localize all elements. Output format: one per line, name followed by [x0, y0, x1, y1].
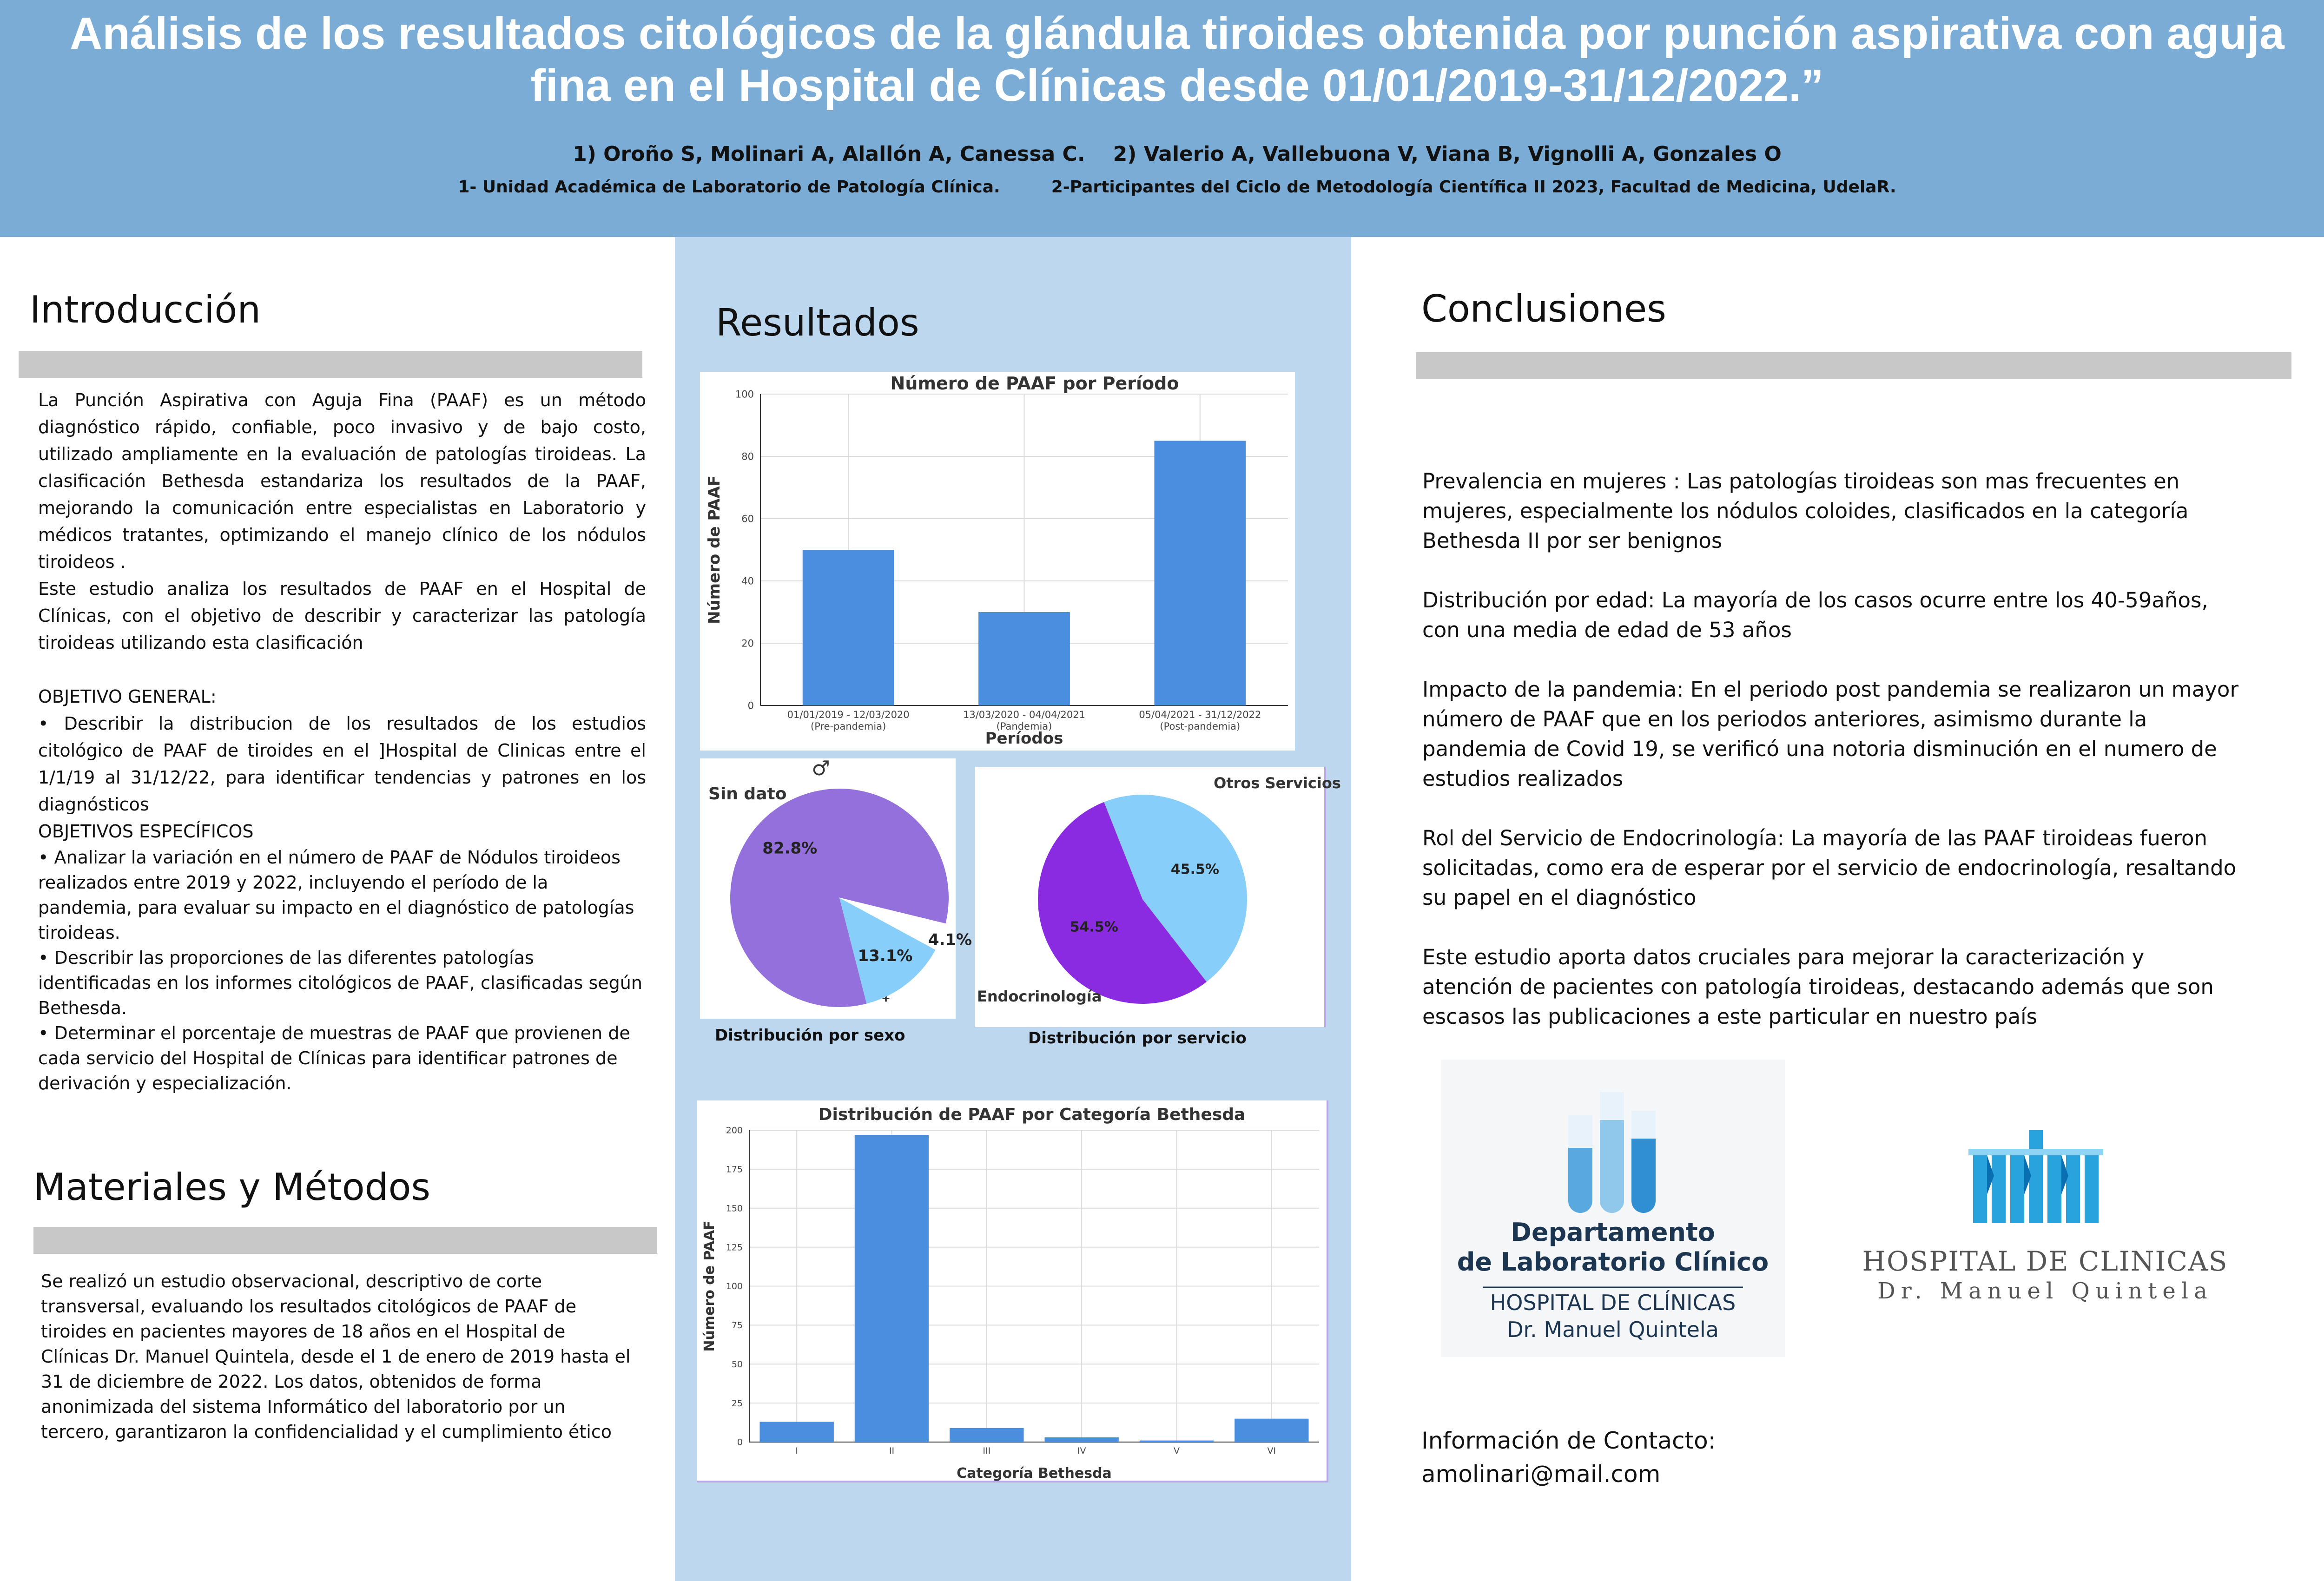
y-tick-label: 20 — [741, 638, 754, 649]
objective-specific-1: • Analizar la variación en el número de PAAF de Nódulos tiroideos realizados entre 2019 y 2022, incluyendo el período de la pandemia, para evaluar su impacto en el diagnóstico de patologías tiroideas. — [38, 847, 634, 943]
x-axis-label: Períodos — [985, 729, 1063, 748]
pie-value-label: 13.1% — [858, 947, 913, 966]
affiliations-line — [0, 178, 2324, 197]
contact-block — [1421, 1424, 1716, 1491]
intro-paragraph-1: La Punción Aspirativa con Aguja Fina (PAAF) es un método diagnóstico rápido, confiable, poco invasivo y de bajo costo, utilizado ampliamente en la evaluación de patologías tiroideas. La clasificación Bethesda estandariza los resultados de la PAAF, mejorando la comunicación entre especialistas en Laboratorio y médicos tratantes, optimizando el manejo clínico de los nódulos tiroideos . — [38, 390, 646, 572]
objectives-specific-title: OBJETIVOS ESPECÍFICOS — [38, 821, 254, 842]
x-tick-sublabel: (Post-pandemia) — [1160, 721, 1241, 732]
objective-specific-2: • Describir las proporciones de las diferentes patologías identificadas en los informes citológicos de PAAF, clasificadas según Bethesda. — [38, 948, 642, 1018]
y-tick-label: 200 — [726, 1125, 743, 1136]
x-tick-label: VI — [1267, 1446, 1276, 1456]
intro-paragraph-2: Este estudio analiza los resultados de PAAF en el Hospital de Clínicas, con el objetivo de describir y caracterizar las patología tiroideas utilizando esta clasificación — [38, 579, 646, 653]
intro-divider — [19, 351, 642, 378]
y-tick-label: 75 — [731, 1320, 743, 1331]
methods-text: Se realizó un estudio observacional, descriptivo de corte transversal, evaluando los resultados citológicos de PAAF de tiroides en pacientes mayores de 18 años en el Hospital de Clínicas Dr. Manuel Quintela, desde el 1 de enero de 2019 hasta el 31 de diciembre de 2022. Los datos, obtenidos de forma anonimizada del sistema Informático del laboratorio por un tercero, garantizaron la confidencialidad y el cumplimiento ético — [41, 1271, 631, 1442]
conclusion-5: Este estudio aporta datos cruciales para mejorar la caracterización y atención de pacientes con patología tiroideas, destacando además que son escasos las publicaciones a este particular en nuestro país — [1422, 945, 2214, 1029]
dept-logo-line-2: de Laboratorio Clínico — [1457, 1247, 1769, 1277]
conclusions-heading: Conclusiones — [1421, 287, 1666, 330]
conclusion-2: Distribución por edad: La mayoría de los casos ocurre entre los 40-59años, con una media de edad de 53 años — [1422, 588, 2208, 642]
conclusion-3: Impacto de la pandemia: En el periodo post pandemia se realizaron un mayor número de PAAF que en los periodos anteriores, asimismo durante la pandemia de Covid 19, se verificó una notoria disminución en el numero de estudios realizados — [1422, 677, 2238, 791]
pie-category-label: ♂ — [812, 757, 830, 780]
dept-logo-line-4: Dr. Manuel Quintela — [1507, 1317, 1719, 1342]
authors-group-1: 1) Oroño S, Molinari A, Alallón A, Canessa C. — [573, 142, 1085, 166]
service-pie-chart-svg — [975, 767, 1341, 1027]
authors-line — [0, 142, 2324, 166]
contact-email[interactable]: amolinari@mail.com — [1421, 1461, 1661, 1488]
y-axis-label: Número de PAAF — [705, 475, 724, 624]
sex-pie-chart — [700, 757, 972, 1019]
affiliation-1: 1- Unidad Académica de Laboratorio de Patología Clínica. — [458, 178, 1000, 197]
conclusions-divider — [1416, 352, 2291, 379]
y-tick-label: 100 — [726, 1281, 743, 1292]
hospital-logo-line-1: HOSPITAL DE CLINICAS — [1862, 1245, 2228, 1277]
x-axis-label: Categoría Bethesda — [957, 1465, 1112, 1482]
x-tick-label: IV — [1077, 1446, 1086, 1456]
methods-heading: Materiales y Métodos — [33, 1166, 431, 1209]
y-tick-label: 125 — [726, 1242, 743, 1253]
y-tick-label: 0 — [747, 700, 754, 711]
intro-heading: Introducción — [30, 288, 261, 331]
department-logo — [1441, 1060, 1785, 1357]
pie-category-label: Otros Servicios — [1214, 774, 1341, 792]
y-axis-label: Número de PAAF — [701, 1220, 718, 1352]
chart-title: Distribución de PAAF por Categoría Bethesda — [818, 1105, 1246, 1124]
hospital-logo-line-2: Dr. Manuel Quintela — [1877, 1278, 2213, 1304]
y-tick-label: 175 — [726, 1164, 743, 1175]
pie-category-label: Endocrinología — [977, 988, 1102, 1005]
pie-value-label: 45.5% — [1170, 861, 1219, 878]
hospital-logo — [1855, 1125, 2236, 1311]
bethesda-bar-chart-svg — [697, 1100, 1327, 1481]
y-tick-label: 60 — [741, 513, 754, 525]
x-tick-label: 13/03/2020 - 04/04/2021 — [963, 709, 1086, 720]
period-bar-chart-svg — [700, 372, 1295, 751]
bar — [855, 1135, 929, 1442]
x-tick-sublabel: (Pandemia) — [996, 721, 1052, 732]
dept-logo-line-1: Departamento — [1511, 1218, 1715, 1247]
y-tick-label: 50 — [731, 1359, 743, 1370]
y-tick-label: 40 — [741, 575, 754, 587]
bar — [1140, 1441, 1214, 1442]
authors-group-2: 2) Valerio A, Vallebuona V, Viana B, Vignolli A, Gonzales O — [1113, 142, 1782, 166]
x-tick-sublabel: (Pre-pandemia) — [811, 721, 886, 732]
y-tick-label: 100 — [735, 389, 754, 400]
affiliation-2: 2-Participantes del Ciclo de Metodología Científica II 2023, Facultad de Medicina, UdelaR. — [1051, 178, 1896, 197]
bar — [1235, 1419, 1308, 1442]
intro-text — [38, 387, 646, 1096]
sex-pie-chart-svg — [700, 757, 972, 1019]
dept-logo-line-3: HOSPITAL DE CLÍNICAS — [1490, 1290, 1736, 1315]
bar — [759, 1422, 833, 1442]
poster-header — [0, 0, 2324, 237]
y-tick-label: 0 — [737, 1437, 743, 1448]
x-tick-label: 05/04/2021 - 31/12/2022 — [1139, 709, 1261, 720]
bethesda-bar-chart — [697, 1100, 1328, 1482]
methods-divider — [33, 1227, 657, 1254]
x-tick-label: II — [889, 1446, 895, 1456]
sex-pie-caption: Distribución por sexo — [715, 1026, 905, 1045]
x-tick-label: 01/01/2019 - 12/03/2020 — [787, 709, 910, 720]
pie-category-label: Sin dato — [708, 784, 787, 804]
objective-general-title: OBJETIVO GENERAL: — [38, 686, 217, 707]
service-pie-caption: Distribución por servicio — [1028, 1029, 1247, 1047]
contact-label: Información de Contacto: — [1421, 1427, 1716, 1454]
bar — [803, 550, 894, 705]
pie-value-label: 54.5% — [1070, 919, 1118, 935]
y-tick-label: 25 — [731, 1398, 743, 1409]
conclusion-4: Rol del Servicio de Endocrinología: La mayoría de las PAAF tiroideas fueron solicitadas, como era de esperar por el servicio de endocrinología, resaltando su papel en el diagnóstico — [1422, 826, 2237, 910]
bar — [1154, 441, 1246, 706]
bar — [1044, 1437, 1118, 1442]
objective-general-text: • Describir la distribucion de los resultados de los estudios citológico de PAAF de tiroides en el ]Hospital de Clinicas entre el 1/1/19 al 31/12/22, para identificar tendencias y patrones en los diagnósticos — [38, 713, 646, 815]
x-tick-label: V — [1174, 1446, 1180, 1456]
hospital-building-icon — [1855, 1125, 2236, 1227]
y-tick-label: 80 — [741, 451, 754, 462]
pie-value-label: 82.8% — [762, 839, 818, 858]
results-heading: Resultados — [716, 301, 919, 344]
chart-title: Número de PAAF por Período — [890, 373, 1179, 394]
conclusions-text — [1422, 467, 2240, 1032]
poster-title: Análisis de los resultados citológicos de la glándula tiroides obtenida por punción aspirativa con aguja fina en el Hospital de Clínicas desde 01/01/2019-31/12/2022.” — [70, 8, 2284, 111]
bar — [978, 612, 1070, 705]
x-tick-label: III — [983, 1446, 991, 1456]
conclusion-1: Prevalencia en mujeres : Las patologías tiroideas son mas frecuentes en mujeres, especialmente los nódulos coloides, clasificados en la categoría Bethesda II por ser benignos — [1422, 469, 2189, 553]
period-bar-chart — [700, 372, 1295, 751]
bar — [950, 1428, 1023, 1442]
x-tick-label: I — [795, 1446, 798, 1456]
objective-specific-3: • Determinar el porcentaje de muestras de PAAF que provienen de cada servicio del Hospital de Clínicas para identificar patrones de derivación y especialización. — [38, 1023, 630, 1094]
y-tick-label: 150 — [726, 1203, 743, 1214]
service-pie-chart — [975, 767, 1341, 1027]
pie-value-label: 4.1% — [928, 930, 972, 949]
